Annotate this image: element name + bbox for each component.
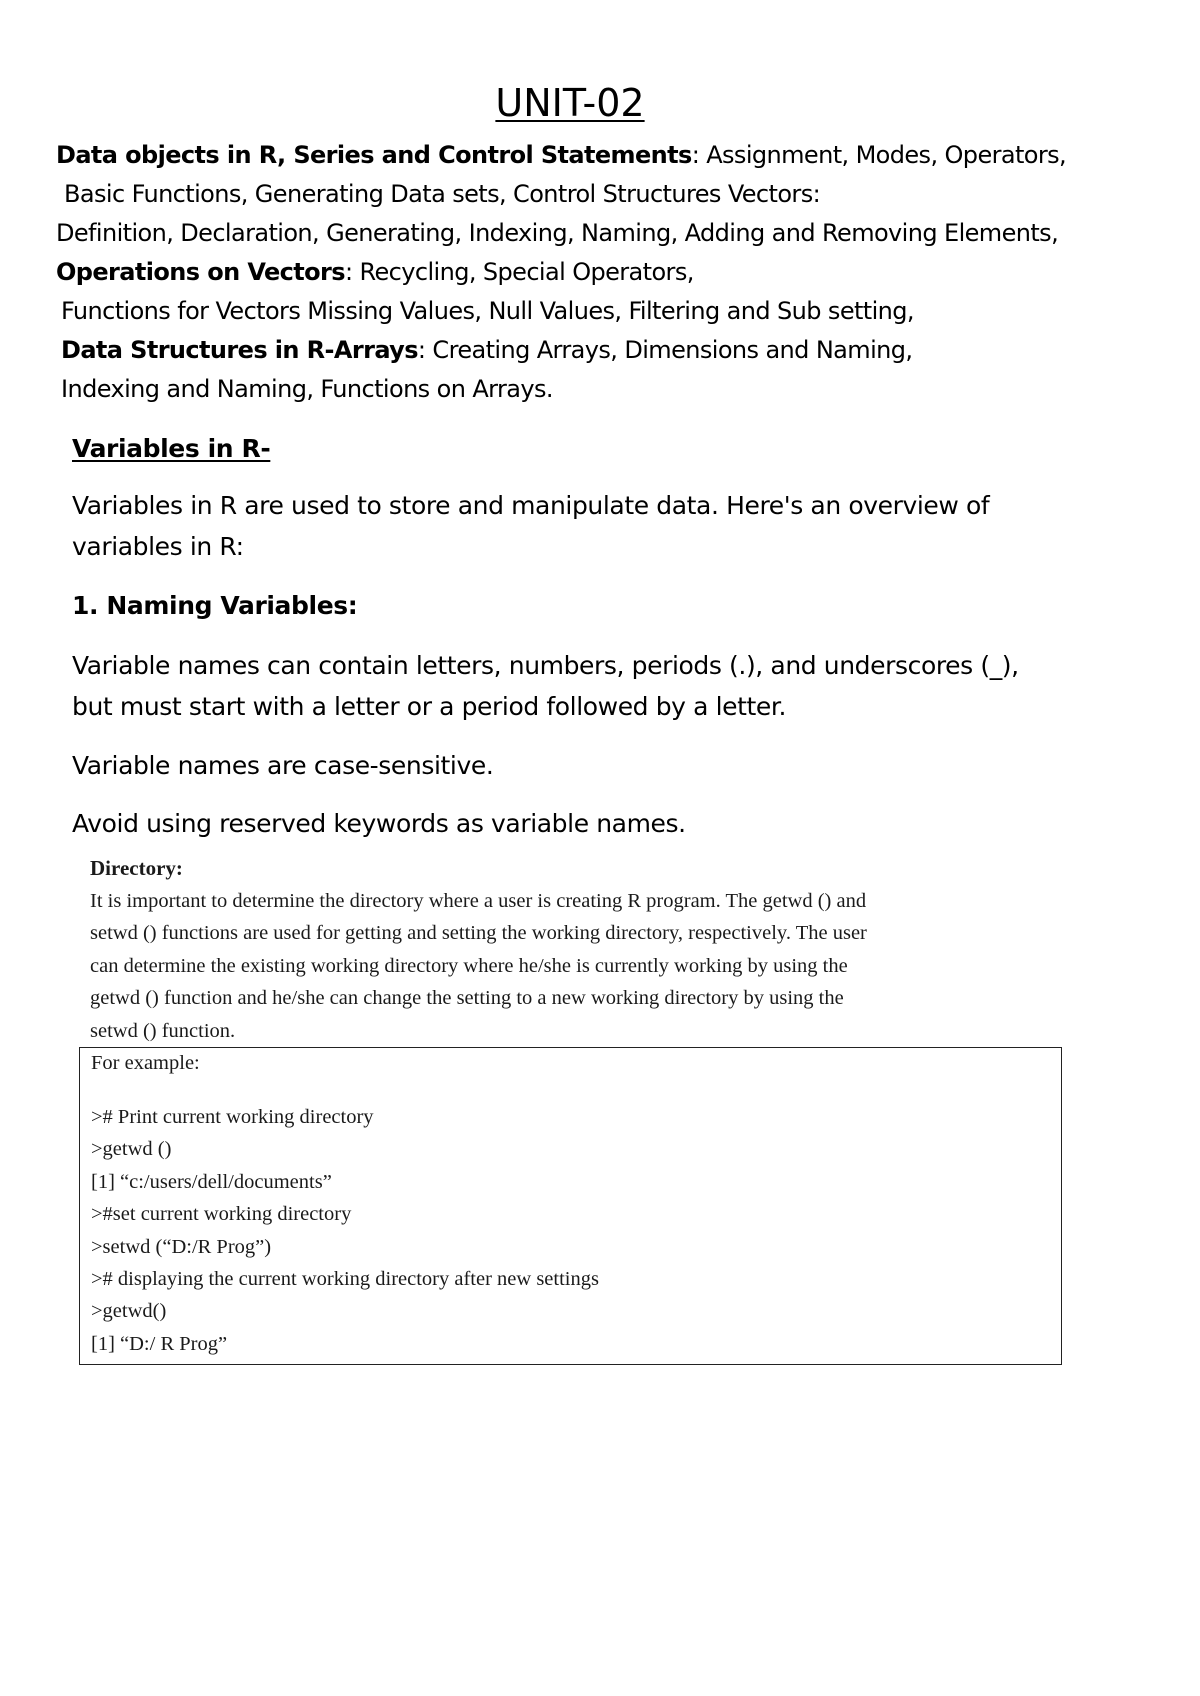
directory-paragraph-line: can determine the existing working directory where he/she is currently working by using the xyxy=(90,954,848,977)
syllabus-line-6-text: : Creating Arrays, Dimensions and Naming, xyxy=(417,336,913,364)
directory-paragraph-line: setwd () functions are used for getting and setting the working directory, respectively. The user xyxy=(90,922,867,944)
directory-paragraph-line: setwd () function. xyxy=(90,1019,236,1042)
example-code-box xyxy=(79,1047,1062,1365)
variables-intro xyxy=(72,485,1132,567)
syllabus-line-1 xyxy=(56,136,1196,175)
naming-rule-3: Avoid using reserved keywords as variable names. xyxy=(72,809,686,838)
code-line: >setwd (“D:/R Prog”) xyxy=(91,1235,272,1258)
directory-heading: Directory: xyxy=(90,856,183,880)
variables-heading xyxy=(72,428,1132,469)
code-line: >#set current working directory xyxy=(91,1203,352,1226)
naming-variables-subheading: 1. Naming Variables: xyxy=(72,591,358,620)
syllabus-line-6 xyxy=(56,331,1196,370)
syllabus-block xyxy=(56,136,1196,409)
syllabus-line-1-text: : Assignment, Modes, Operators, xyxy=(691,141,1067,169)
variables-intro-line-1: Variables in R are used to store and manipulate data. Here's an overview of xyxy=(72,491,990,520)
page-title: UNIT-02 xyxy=(495,81,645,125)
code-line: ># Print current working directory xyxy=(91,1106,374,1128)
syllabus-topic-data-objects: Data objects in R, Series and Control Statements xyxy=(56,141,692,169)
code-line: [1] “D:/ R Prog” xyxy=(91,1332,228,1355)
example-code xyxy=(91,1101,599,1360)
directory-paragraph-line: It is important to determine the directory where a user is creating R program. The getwd () and xyxy=(90,889,867,912)
code-line: [1] “c:/users/dell/documents” xyxy=(91,1170,332,1193)
directory-section xyxy=(90,852,1050,1047)
syllabus-line-4-text: : Recycling, Special Operators, xyxy=(344,258,694,286)
code-line: >getwd () xyxy=(91,1138,172,1161)
code-line: >getwd() xyxy=(91,1300,167,1323)
syllabus-line-4 xyxy=(56,253,1196,292)
variables-intro-line-2: variables in R: xyxy=(72,532,244,561)
naming-rule-1-line-2: but must start with a letter or a period followed by a letter. xyxy=(72,692,787,721)
syllabus-line-3: Definition, Declaration, Generating, Indexing, Naming, Adding and Removing Elements, xyxy=(56,219,1059,247)
syllabus-topic-operations-on-vectors: Operations on Vectors xyxy=(56,258,345,286)
example-title: For example: xyxy=(91,1052,200,1074)
syllabus-line-5: Functions for Vectors Missing Values, Null Values, Filtering and Sub setting, xyxy=(61,297,914,325)
naming-rule-1 xyxy=(72,645,1132,727)
naming-rule-1-line-1: Variable names can contain letters, numbers, periods (.), and underscores (_), xyxy=(72,651,1019,680)
syllabus-line-7: Indexing and Naming, Functions on Arrays. xyxy=(61,375,553,403)
syllabus-topic-data-structures: Data Structures in R-Arrays xyxy=(61,336,418,364)
naming-rule-2: Variable names are case-sensitive. xyxy=(72,751,494,780)
code-line: ># displaying the current working directory after new settings xyxy=(91,1268,599,1291)
syllabus-line-2: Basic Functions, Generating Data sets, Control Structures Vectors: xyxy=(64,180,821,208)
variables-heading-text: Variables in R- xyxy=(72,434,271,463)
directory-paragraph-line: getwd () function and he/she can change the setting to a new working directory by using the xyxy=(90,987,844,1009)
